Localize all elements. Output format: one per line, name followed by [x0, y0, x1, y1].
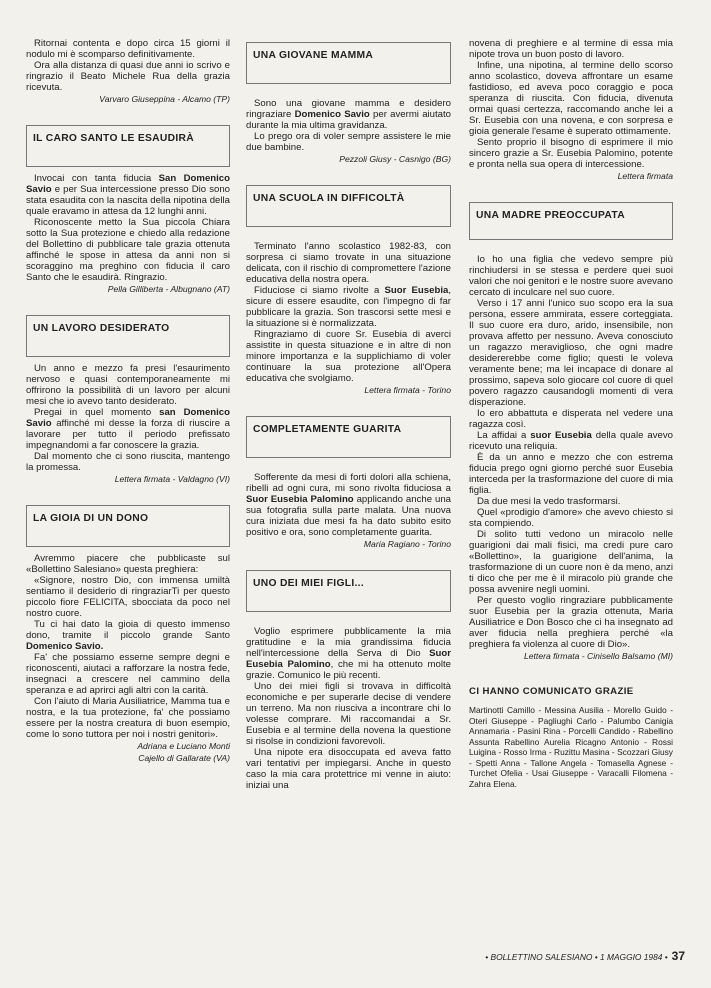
article-text: Avremmo piacere che pubblicaste sul «Bollettino Salesiano» questa preghiera: — [26, 553, 230, 575]
article-text: Sofferente da mesi di forti dolori alla schiena, ribelli ad ogni cura, mi sono rivolta fiduciosa a Suor Eusebia Palomino applicando anche una sua fotografia sulla parte malata. Una nuova cura iniziata due mesi fa ha dato subito esito positivo e ora, sono completamente guarita. — [246, 472, 451, 538]
article-text: Una nipote era disoccupata ed aveva fatto vari tentativi per impiegarsi. Anche in questo caso la mia cara protettrice mi venne in aiuto: iniziai una — [246, 747, 451, 791]
article-text: Verso i 17 anni l'unico suo scopo era la sua persona, essere ammirata, essere corteggiata. Il suo cuore era duro, arido, insensibile, non provava affetto per nessuno. Aveva conosciuto un ragazzo meraviglioso, che ogni madre desidererebbe come figlio; questi le voleva veramente bene; ma lei incapace di donare al prossimo, sapeva solo giocare col cuore di quel povero ragazzo causandogli momenti di vera disperazione. — [469, 298, 673, 408]
article-title: COMPLETAMENTE GUARITA — [246, 416, 451, 458]
page-footer — [469, 949, 685, 963]
article-text: Ora alla distanza di quasi due anni io scrivo e ringrazio il Beato Michele Rua della grazia ricevuta. — [26, 60, 230, 93]
signature: Pella Gilliberta - Albugnano (AT) — [107, 284, 230, 294]
article-text: Per questo voglio ringraziare pubblicamente suor Eusebia per la grazia ottenuta, Maria Ausiliatrice e Don Bosco che ci ha insegnato ad aver fiducia nella preghiera perché «la preghiera fa violenza al cuore di Dio». — [469, 595, 673, 650]
article-text: Io ero abbattuta e disperata nel vedere una ragazza così. — [469, 408, 673, 430]
article-text: Dal momento che ci sono riuscita, mantengo la promessa. — [26, 451, 230, 473]
article-text: Sono una giovane mamma e desidero ringraziare Domenico Savio per avermi aiutato durante la mia ultima gravidanza. — [246, 98, 451, 131]
footer-text: • BOLLETTINO SALESIANO • 1 MAGGIO 1984 • — [485, 952, 668, 962]
article-text: Ritornai contenta e dopo circa 15 giorni il nodulo mi è scomparso definitivamente. — [26, 38, 230, 60]
article-text: Lo prego ora di voler sempre assistere le mie due bambine. — [246, 131, 451, 153]
article-title: LA GIOIA DI UN DONO — [26, 505, 230, 547]
article-text: Fa' che possiamo esserne sempre degni e riconoscenti, aiutaci a rafforzare la nostra fede, insegnaci a crescere nel cammino della speranza e ad aprirci agli altri con la carità. — [26, 652, 230, 696]
article-title: UN LAVORO DESIDERATO — [26, 315, 230, 357]
article-text: Con l'aiuto di Maria Ausiliatrice, Mamma tua e nostra, e la tua protezione, fa' che possiamo essere per la nostra creatura di buon esempio, come lo sono tuttora per noi i nostri genitori». — [26, 696, 230, 740]
article-title: UNA SCUOLA IN DIFFICOLTÀ — [246, 185, 451, 227]
signature: Maria Ragiano - Torino — [363, 539, 451, 549]
article-text: Io ho una figlia che vedevo sempre più rinchiudersi in se stessa e perdere quei suoi valori che noi genitori e le nostre suore avevano cercato di inculcare nel suo cuore. — [469, 254, 673, 298]
article-title: UNA MADRE PREOCCUPATA — [469, 202, 673, 240]
article-text: Un anno e mezzo fa presi l'esaurimento nervoso e quasi contemporaneamente mi offrirono la possibilità di un lavoro per alcuni mesi che io avevo tanto desiderato. — [26, 363, 230, 407]
page-number: 37 — [671, 949, 685, 963]
article-text: È da un anno e mezzo che con estrema fiducia prego ogni giorno perché suor Eusebia interceda per la trasformazione del cuore di mia figlia. — [469, 452, 673, 496]
article-text: Fiduciose ci siamo rivolte a Suor Eusebia, sicure di essere esaudite, con l'impegno di far pubblicare la grazia. Son trascorsi sette mesi e la situazione si è normalizzata. — [246, 285, 451, 329]
article-text: Di solito tutti vedono un miracolo nelle guarigioni dai mali fisici, ma credi pure caro «Bollettino», la guarigione dell'anima, la trasformazione di un cuore non è da meno, anzi ti dico che per me è il miracolo più grande che possa avvenire negli uomini. — [469, 529, 673, 595]
article-text: Tu ci hai dato la gioia di questo immenso dono, tramite il piccolo grande Santo Domenico Savio. — [26, 619, 230, 652]
article-text: La affidai a suor Eusebia della quale avevo ricevuto una reliquia. — [469, 430, 673, 452]
article-text: Voglio esprimere pubblicamente la mia gratitudine e la mia grandissima fiducia nell'intercessione della Serva di Dio Suor Eusebia Palomino, che mi ha ottenuto molte grazie. Comunico le più recenti. — [246, 626, 452, 681]
signature: Lettera firmata — [617, 171, 673, 181]
column-3 — [469, 38, 673, 789]
names-list: Martinotti Camillo - Messina Ausilia - Morello Guido - Oteri Giuseppe - Pagliughi Carlo - Palumbo Canigia Annamaria - Pasini Rina - Porcelli Candido - Rabellino Assunta Rabellino Aurelia Ricagno Antonio - Rossi Luigina - Rosso Irma - Ruzittu Masina - Scozzari Giusy - Spetti Anna - Tallone Angela - Tomasella Agnese - Turchet Ofelia - Usai Giuseppe - Varacalli Filomena - Zahra Elena. — [469, 705, 673, 789]
signature: Lettera firmata - Torino — [364, 385, 451, 395]
article-text: «Signore, nostro Dio, con immensa umiltà sentiamo il desiderio di ringraziarTi per questo piccolo fiore FELICITA, sbocciata da poco nel nostro cuore. — [26, 575, 230, 619]
article-title: IL CARO SANTO LE ESAUDIRÀ — [26, 125, 230, 167]
article-text: Pregai in quel momento san Domenico Savio affinché mi desse la forza di riuscire a lavorare per tutto il periodo prefissato impegnandomi a far conoscere la grazia. — [26, 407, 230, 451]
article-text: Terminato l'anno scolastico 1982-83, con sorpresa ci siamo trovate in una situazione delicata, con il rischio di compromettere l'azione educativa della nostra opera. — [246, 241, 451, 285]
article-title: UNA GIOVANE MAMMA — [246, 42, 451, 84]
article-text: Infine, una nipotina, al termine dello scorso anno scolastico, doveva affrontare un esame fastidioso, ed aveva poco coraggio e poca speranza di riuscita. Con fiducia, divenuta ormai quasi certezza, raccomando anche lei a Sr. Eusebia con una novena, e con sorpresa e gioia generale l'esame è superato ottimamente. — [469, 60, 673, 137]
column-1 — [26, 38, 230, 764]
signature: Pezzoli Giusy - Casnigo (BG) — [339, 154, 451, 164]
signature: Varvaro Giuseppina - Alcamo (TP) — [99, 94, 230, 104]
signature: Adriana e Luciano Monti — [137, 741, 230, 751]
article-text: Invocai con tanta fiducia San Domenico Savio e per Sua intercessione presso Dio sono stata esaudita con la nascita della nipotina della quale eravamo in attesa da 12 lunghi anni. — [26, 173, 230, 217]
article-text: Uno dei miei figli si trovava in difficoltà economiche e per superarle decise di vendere un terreno. Ma non riusciva a incontrare chi lo volesse comprare. Mi raccomandai a Sr. Eusebia e al termine della novena la questione si risolse in condizioni favorevoli. — [246, 681, 451, 747]
column-2 — [246, 42, 451, 791]
article-text: Sento proprio il bisogno di esprimere il mio sincero grazie a Sr. Eusebia Palomino, potente e pronta nella sua opera di intercessione. — [469, 137, 673, 170]
article-text: Quel «prodigio d'amore» che avevo chiesto si sta compiendo. — [469, 507, 673, 529]
signature-place: Cajello di Gallarate (VA) — [138, 753, 230, 763]
signature: Lettera firmata - Valdagno (VI) — [114, 474, 230, 484]
article-text: novena di preghiere e al termine di essa mia nipote trova un buon posto di lavoro. — [469, 38, 673, 60]
section-heading: CI HANNO COMUNICATO GRAZIE — [469, 686, 634, 697]
article-text: Riconoscente metto la Sua piccola Chiara sotto la Sua protezione e chiedo alla redazione del Bollettino di pubblicare tale grazia ottenuta affinché le spose in attesa da anni non si scoraggino ma preghino con fiducia il caro Santo che le esaudirà. Ringrazio. — [26, 217, 230, 283]
article-title: UNO DEI MIEI FIGLI... — [246, 570, 451, 612]
signature: Lettera firmata - Cinisello Balsamo (MI) — [523, 651, 673, 661]
article-text: Da due mesi la vedo trasformarsi. — [477, 496, 621, 507]
article-text: Ringraziamo di cuore Sr. Eusebia di averci assistite in questa situazione e in altre di non minore importanza e la supplichiamo di voler continuare la sua protezione all'Opera educativa che svolgiamo. — [246, 329, 451, 384]
